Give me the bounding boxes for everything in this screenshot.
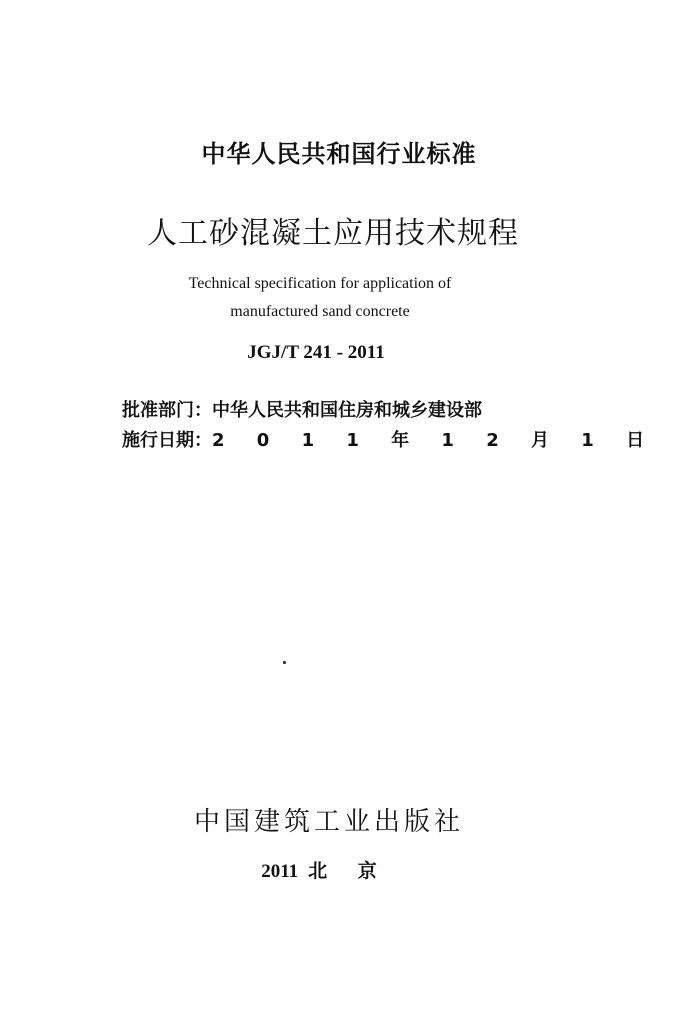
approval-department-row — [122, 396, 482, 422]
document-title-chinese: 人工砂混凝土应用技术规程 — [147, 216, 519, 251]
english-title-line-1: Technical specification for application of — [188, 275, 452, 292]
effective-date-row — [122, 426, 657, 452]
publication-year: 2011 — [261, 861, 299, 882]
document-title-english — [0, 270, 640, 326]
publication-year-place — [0, 856, 650, 883]
publication-city: 北 京 — [308, 860, 389, 882]
publisher-name: 中国建筑工业出版社 — [193, 807, 464, 837]
standard-code: JGJ/T 241 - 2011 — [247, 342, 385, 363]
effective-date-label: 施行日期： — [122, 430, 212, 451]
effective-date-value: 2 0 1 1 年 1 2 月 1 日 — [212, 430, 658, 451]
standard-category: 中华人民共和国行业标准 — [201, 140, 477, 168]
scan-speck — [283, 661, 286, 664]
english-title-line-2: manufactured sand concrete — [230, 303, 410, 320]
approval-department-label: 批准部门： — [122, 400, 212, 421]
approval-department-value: 中华人民共和国住房和城乡建设部 — [212, 400, 482, 421]
